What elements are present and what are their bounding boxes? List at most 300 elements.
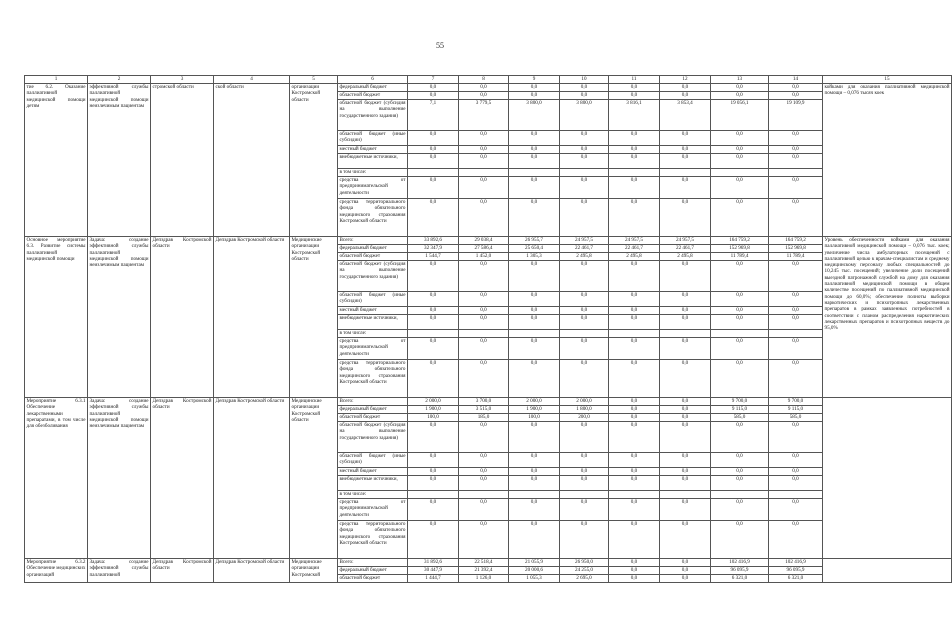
amount-cell: 0,0 [660, 468, 711, 476]
amount-cell: 0,0 [560, 521, 609, 559]
amount-cell: 0,0 [509, 338, 560, 360]
amount-cell: 0,0 [408, 422, 459, 453]
amount-cell: 3 816,1 [609, 100, 660, 131]
funding-source: областной бюджет (субсидия на выполнение государственного задания) [338, 100, 408, 131]
amount-cell: 24 957,5 [560, 237, 609, 245]
amount-cell: 0,0 [408, 521, 459, 559]
amount-cell: 0,0 [408, 315, 459, 330]
column-number: 3 [151, 76, 214, 84]
amount-cell: 164 759,2 [711, 237, 769, 245]
amount-cell: 0,0 [459, 315, 509, 330]
expected-result: Уровень обеспеченности койками для оказания паллиативной медицинской помощи – 0,076 тыс. коек; увеличение числа амбулаторных посещений с паллиативной целью к врачам-специалистам и среднему медицинскому персоналу любых специальностей до 10,245 тыс. посещений; увеличение доли посещений выездной патронажной службой на дому для оказания паллиативной медицинской помощи в общем количестве посещений по паллиативной медицинской помощи до 60,0%; обеспечение полноты выборки наркотических и психотропных лекарственных препаратов в рамках заявленных потребностей в соответствии с планом распределения наркотических лекарственных препаратов и психотропных веществ до 95,0% [823, 237, 952, 398]
amount-cell: 22 461,7 [560, 245, 609, 253]
amount-cell: 0,0 [509, 476, 560, 491]
funding-source: областной бюджет [338, 253, 408, 261]
amount-cell: 0,0 [660, 414, 711, 422]
amount-cell [660, 491, 711, 499]
amount-cell: 0,0 [769, 154, 823, 169]
amount-cell: 0,0 [769, 92, 823, 100]
amount-cell: 0,0 [609, 414, 660, 422]
column-number: 10 [560, 76, 609, 84]
amount-cell: 102 416,9 [769, 559, 823, 567]
amount-cell: 0,0 [408, 146, 459, 154]
funding-source: федеральный бюджет [338, 567, 408, 575]
amount-cell: 0,0 [408, 131, 459, 146]
amount-cell: 9 115,0 [769, 406, 823, 414]
column-number-row [25, 76, 952, 84]
amount-cell: 0,0 [609, 499, 660, 521]
amount-cell: 0,0 [459, 177, 509, 199]
amount-cell: 0,0 [408, 360, 459, 398]
amount-cell: 26 955,7 [509, 237, 560, 245]
amount-cell: 0,0 [660, 199, 711, 237]
column-number: 12 [660, 76, 711, 84]
activity-c4: ской области [214, 84, 290, 237]
amount-cell: 0,0 [509, 177, 560, 199]
column-number: 13 [711, 76, 769, 84]
amount-cell: 19 109,9 [769, 100, 823, 131]
amount-cell [459, 330, 509, 338]
amount-cell: 0,0 [459, 422, 509, 453]
expected-result [823, 398, 952, 559]
amount-cell: 0,0 [560, 261, 609, 292]
amount-cell: 0,0 [769, 307, 823, 315]
amount-cell: 33 892,6 [408, 237, 459, 245]
amount-cell [408, 330, 459, 338]
funding-source: местный бюджет [338, 468, 408, 476]
amount-cell: 0,0 [509, 315, 560, 330]
funding-source: областной бюджет [338, 92, 408, 100]
amount-cell: 0,0 [560, 307, 609, 315]
amount-cell: 0,0 [408, 307, 459, 315]
activity-c2: Задача: создание эффективной службы паллиативной [88, 559, 151, 583]
activity-c4: Депздрав Костромской области [214, 237, 290, 398]
amount-cell: 0,0 [769, 131, 823, 146]
amount-cell: 0,0 [509, 521, 560, 559]
table-row [25, 398, 952, 406]
amount-cell: 0,0 [769, 261, 823, 292]
amount-cell: 0,0 [769, 292, 823, 307]
amount-cell: 0,0 [408, 177, 459, 199]
amount-cell: 0,0 [660, 84, 711, 92]
amount-cell: 0,0 [660, 92, 711, 100]
amount-cell: 0,0 [609, 453, 660, 468]
amount-cell: 0,0 [711, 422, 769, 453]
amount-cell: 3 700,0 [459, 398, 509, 406]
amount-cell: 0,0 [660, 575, 711, 583]
funding-source: внебюджетные источники, [338, 154, 408, 169]
amount-cell: 0,0 [560, 131, 609, 146]
amount-cell: 585,0 [769, 414, 823, 422]
amount-cell: 2 000,0 [509, 398, 560, 406]
amount-cell [609, 491, 660, 499]
amount-cell: 0,0 [408, 499, 459, 521]
table-row [25, 237, 952, 245]
amount-cell: 9 700,0 [711, 398, 769, 406]
amount-cell: 0,0 [408, 199, 459, 237]
amount-cell: 102 416,9 [711, 559, 769, 567]
funding-source: областной бюджет (иные субсидии) [338, 131, 408, 146]
amount-cell: 29 038,4 [459, 237, 509, 245]
amount-cell: 0,0 [711, 177, 769, 199]
amount-cell: 0,0 [609, 131, 660, 146]
expected-result [823, 559, 952, 583]
amount-cell [769, 330, 823, 338]
amount-cell: 0,0 [660, 476, 711, 491]
column-number: 5 [290, 76, 338, 84]
amount-cell: 0,0 [711, 453, 769, 468]
amount-cell: 200,0 [560, 414, 609, 422]
amount-cell: 11 789,4 [769, 253, 823, 261]
amount-cell: 20 000,6 [509, 567, 560, 575]
amount-cell: 0,0 [459, 307, 509, 315]
amount-cell: 2 495,8 [560, 253, 609, 261]
amount-cell: 7,1 [408, 100, 459, 131]
amount-cell: 0,0 [711, 199, 769, 237]
amount-cell: 0,0 [660, 521, 711, 559]
activity-c5: организации Костромской области [290, 84, 338, 237]
column-number: 7 [408, 76, 459, 84]
amount-cell: 3 800,0 [560, 100, 609, 131]
amount-cell [509, 491, 560, 499]
amount-cell: 2 495,8 [660, 253, 711, 261]
amount-cell: 1 444,7 [408, 575, 459, 583]
amount-cell: 0,0 [459, 521, 509, 559]
funding-source: средства территориального фонда обязательного медицинского страхования Костромской области [338, 199, 408, 237]
amount-cell: 0,0 [711, 292, 769, 307]
amount-cell: 0,0 [609, 292, 660, 307]
amount-cell: 1 900,0 [408, 406, 459, 414]
amount-cell: 0,0 [769, 468, 823, 476]
amount-cell: 0,0 [660, 131, 711, 146]
amount-cell: 0,0 [711, 131, 769, 146]
funding-source: внебюджетные источники, [338, 476, 408, 491]
amount-cell: 0,0 [408, 154, 459, 169]
amount-cell: 0,0 [660, 292, 711, 307]
amount-cell: 0,0 [609, 468, 660, 476]
amount-cell: 3 515,0 [459, 406, 509, 414]
funding-source: средства территориального фонда обязательного медицинского страхования Костромской области [338, 521, 408, 559]
amount-cell: 3 779,5 [459, 100, 509, 131]
amount-cell: 0,0 [408, 292, 459, 307]
amount-cell [711, 330, 769, 338]
amount-cell: 31 892,6 [408, 559, 459, 567]
amount-cell: 0,0 [509, 499, 560, 521]
amount-cell [408, 169, 459, 177]
amount-cell: 6 321,0 [711, 575, 769, 583]
amount-cell: 0,0 [408, 453, 459, 468]
funding-source: Всего: [338, 559, 408, 567]
amount-cell: 3 800,0 [509, 100, 560, 131]
amount-cell: 1 452,0 [459, 253, 509, 261]
column-number: 8 [459, 76, 509, 84]
amount-cell: 22 461,7 [609, 245, 660, 253]
amount-cell: 2 495,8 [609, 253, 660, 261]
amount-cell: 0,0 [609, 154, 660, 169]
amount-cell: 0,0 [660, 154, 711, 169]
amount-cell: 9 115,0 [711, 406, 769, 414]
amount-cell: 0,0 [509, 261, 560, 292]
amount-cell: 0,0 [560, 292, 609, 307]
amount-cell: 0,0 [711, 499, 769, 521]
amount-cell: 0,0 [560, 84, 609, 92]
amount-cell: 0,0 [711, 315, 769, 330]
amount-cell: 0,0 [660, 360, 711, 398]
amount-cell: 0,0 [769, 521, 823, 559]
column-number: 6 [338, 76, 408, 84]
amount-cell: 0,0 [711, 92, 769, 100]
amount-cell: 0,0 [560, 499, 609, 521]
amount-cell: 11 789,4 [711, 253, 769, 261]
column-number: 11 [609, 76, 660, 84]
amount-cell: 0,0 [408, 468, 459, 476]
amount-cell: 32 347,9 [408, 245, 459, 253]
amount-cell: 0,0 [609, 559, 660, 567]
activity-c2: Задача: создание эффективной службы паллиативной медицинской помощи неизлечимым пациентам [88, 237, 151, 398]
amount-cell: 0,0 [609, 521, 660, 559]
amount-cell: 0,0 [459, 468, 509, 476]
amount-cell: 0,0 [509, 468, 560, 476]
funding-source: Всего: [338, 237, 408, 245]
funding-source: средства территориального фонда обязательного медицинского страхования Костромской области [338, 360, 408, 398]
amount-cell: 0,0 [711, 261, 769, 292]
amount-cell: 6 321,0 [769, 575, 823, 583]
amount-cell: 0,0 [711, 468, 769, 476]
amount-cell: 27 586,4 [459, 245, 509, 253]
amount-cell [711, 491, 769, 499]
amount-cell [560, 491, 609, 499]
amount-cell: 30 447,9 [408, 567, 459, 575]
table-row [25, 84, 952, 92]
funding-source: внебюджетные источники, [338, 315, 408, 330]
activity-c4: Депздрав Костромской области [214, 559, 290, 583]
amount-cell: 0,0 [408, 476, 459, 491]
amount-cell: 0,0 [609, 338, 660, 360]
amount-cell [660, 330, 711, 338]
amount-cell: 0,0 [660, 499, 711, 521]
amount-cell: 0,0 [459, 360, 509, 398]
amount-cell: 0,0 [408, 92, 459, 100]
column-number: 2 [88, 76, 151, 84]
amount-cell: 0,0 [660, 559, 711, 567]
amount-cell: 9 700,0 [769, 398, 823, 406]
amount-cell: 0,0 [711, 84, 769, 92]
amount-cell: 0,0 [560, 476, 609, 491]
activity-c1: тие 6.2. Оказание паллиативной медицинской помощи детям [25, 84, 88, 237]
amount-cell: 0,0 [711, 521, 769, 559]
amount-cell: 0,0 [660, 177, 711, 199]
amount-cell: 96 095,9 [711, 567, 769, 575]
amount-cell: 0,0 [711, 360, 769, 398]
amount-cell [408, 491, 459, 499]
amount-cell: 0,0 [509, 84, 560, 92]
amount-cell: 0,0 [560, 338, 609, 360]
amount-cell: 1 544,7 [408, 253, 459, 261]
activity-c2: Задача: создание эффективной службы паллиативной медицинской помощи неизлечимым пациентам [88, 398, 151, 559]
activity-c3: Депздрав Костромской области [151, 237, 214, 398]
amount-cell: 0,0 [769, 177, 823, 199]
amount-cell: 0,0 [459, 499, 509, 521]
amount-cell: 1 800,0 [560, 406, 609, 414]
amount-cell: 0,0 [769, 360, 823, 398]
column-number: 9 [509, 76, 560, 84]
amount-cell: 2 000,0 [560, 398, 609, 406]
funding-source: федеральный бюджет [338, 84, 408, 92]
amount-cell: 0,0 [660, 315, 711, 330]
amount-cell: 0,0 [609, 476, 660, 491]
amount-cell: 24 957,5 [660, 237, 711, 245]
activity-c3: Депздрав Костромской области [151, 559, 214, 583]
amount-cell: 24 255,0 [560, 567, 609, 575]
amount-cell: 0,0 [769, 476, 823, 491]
amount-cell: 0,0 [609, 84, 660, 92]
amount-cell: 0,0 [560, 315, 609, 330]
amount-cell: 0,0 [769, 499, 823, 521]
amount-cell: 0,0 [660, 453, 711, 468]
amount-cell [609, 169, 660, 177]
activity-c5: Медицинские организации Костромской области [290, 237, 338, 398]
funding-source: в том числе: [338, 330, 408, 338]
funding-source: областной бюджет [338, 414, 408, 422]
amount-cell: 585,0 [711, 414, 769, 422]
funding-source: в том числе: [338, 491, 408, 499]
amount-cell: 0,0 [769, 453, 823, 468]
amount-cell: 0,0 [711, 154, 769, 169]
amount-cell: 0,0 [711, 146, 769, 154]
activity-c4: Депздрав Костромской области [214, 398, 290, 559]
amount-cell: 0,0 [408, 84, 459, 92]
amount-cell: 152 969,8 [769, 245, 823, 253]
amount-cell: 0,0 [408, 261, 459, 292]
amount-cell: 0,0 [459, 84, 509, 92]
amount-cell: 0,0 [408, 338, 459, 360]
funding-source: областной бюджет (иные субсидии) [338, 453, 408, 468]
amount-cell: 152 969,8 [711, 245, 769, 253]
amount-cell: 24 957,5 [609, 237, 660, 245]
activity-c5: Медицинские организации Костромской [290, 559, 338, 583]
amount-cell: 0,0 [609, 177, 660, 199]
amount-cell [769, 169, 823, 177]
funding-source: областной бюджет (иные субсидии) [338, 292, 408, 307]
funding-source: местный бюджет [338, 146, 408, 154]
amount-cell [609, 330, 660, 338]
amount-cell: 0,0 [609, 575, 660, 583]
amount-cell [459, 491, 509, 499]
amount-cell: 2 695,0 [560, 575, 609, 583]
amount-cell: 0,0 [560, 422, 609, 453]
amount-cell: 1 126,0 [459, 575, 509, 583]
funding-source: средства от предпринимательской деятельности [338, 499, 408, 521]
amount-cell: 0,0 [660, 307, 711, 315]
amount-cell: 19 056,1 [711, 100, 769, 131]
amount-cell: 0,0 [711, 307, 769, 315]
amount-cell: 0,0 [609, 261, 660, 292]
amount-cell: 0,0 [609, 422, 660, 453]
column-number: 14 [769, 76, 823, 84]
amount-cell: 0,0 [560, 92, 609, 100]
amount-cell: 100,0 [509, 414, 560, 422]
amount-cell: 0,0 [560, 453, 609, 468]
amount-cell: 0,0 [609, 567, 660, 575]
amount-cell: 0,0 [609, 199, 660, 237]
amount-cell: 0,0 [459, 131, 509, 146]
amount-cell: 0,0 [509, 360, 560, 398]
amount-cell [509, 169, 560, 177]
amount-cell: 0,0 [459, 292, 509, 307]
table-row [25, 559, 952, 567]
amount-cell: 1 055,3 [509, 575, 560, 583]
amount-cell: 0,0 [509, 453, 560, 468]
amount-cell: 0,0 [660, 146, 711, 154]
funding-source: местный бюджет [338, 307, 408, 315]
amount-cell: 0,0 [509, 292, 560, 307]
amount-cell: 0,0 [609, 406, 660, 414]
amount-cell: 0,0 [560, 154, 609, 169]
funding-source: федеральный бюджет [338, 406, 408, 414]
amount-cell: 0,0 [660, 261, 711, 292]
activity-c1: Основное мероприятие 6.3. Развитие системы паллиативной медицинской помощи [25, 237, 88, 398]
amount-cell: 0,0 [609, 146, 660, 154]
amount-cell: 0,0 [509, 199, 560, 237]
amount-cell: 0,0 [769, 84, 823, 92]
amount-cell: 0,0 [509, 131, 560, 146]
amount-cell: 0,0 [609, 92, 660, 100]
funding-source: средства от предпринимательской деятельности [338, 338, 408, 360]
column-number: 4 [214, 76, 290, 84]
amount-cell: 0,0 [509, 422, 560, 453]
amount-cell: 2 000,0 [408, 398, 459, 406]
amount-cell: 0,0 [660, 398, 711, 406]
activity-c3: Депздрав Костромской области [151, 398, 214, 559]
expected-result: койками для оказания паллиативной медицинской помощи – 0,076 тысяч коек [823, 84, 952, 237]
amount-cell: 0,0 [769, 146, 823, 154]
amount-cell: 96 095,9 [769, 567, 823, 575]
amount-cell: 0,0 [660, 422, 711, 453]
amount-cell: 21 392,4 [459, 567, 509, 575]
funding-source: областной бюджет (субсидия на выполнение государственного задания) [338, 261, 408, 292]
amount-cell: 25 650,4 [509, 245, 560, 253]
amount-cell: 185,0 [459, 414, 509, 422]
amount-cell [509, 330, 560, 338]
column-number: 1 [25, 76, 88, 84]
activity-c5: Медицинские организации Костромской области [290, 398, 338, 559]
amount-cell: 1 305,3 [509, 253, 560, 261]
funding-source: областной бюджет [338, 575, 408, 583]
amount-cell [459, 169, 509, 177]
amount-cell: 0,0 [609, 307, 660, 315]
amount-cell: 3 853,4 [660, 100, 711, 131]
amount-cell: 0,0 [560, 177, 609, 199]
amount-cell: 0,0 [459, 146, 509, 154]
activity-c1: Мероприятие 6.3.2 Обеспечение медицинских организаций [25, 559, 88, 583]
amount-cell: 0,0 [711, 338, 769, 360]
amount-cell: 0,0 [660, 567, 711, 575]
amount-cell: 100,0 [408, 414, 459, 422]
amount-cell: 0,0 [459, 476, 509, 491]
amount-cell: 0,0 [769, 199, 823, 237]
column-number: 15 [823, 76, 952, 84]
amount-cell: 0,0 [711, 476, 769, 491]
amount-cell: 0,0 [609, 360, 660, 398]
amount-cell: 0,0 [560, 360, 609, 398]
amount-cell: 0,0 [560, 199, 609, 237]
amount-cell: 0,0 [769, 338, 823, 360]
amount-cell: 0,0 [459, 199, 509, 237]
amount-cell: 0,0 [560, 468, 609, 476]
funding-source: Всего: [338, 398, 408, 406]
amount-cell [711, 169, 769, 177]
amount-cell: 0,0 [509, 92, 560, 100]
